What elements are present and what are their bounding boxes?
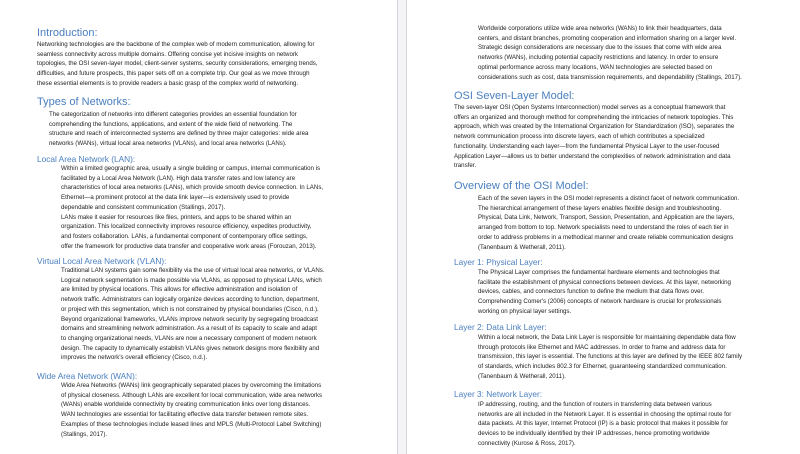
document-page-left [0, 0, 397, 454]
text-line: considerations such as cost, data transmission requirements, and dependability (Stallings, 2017). [478, 73, 742, 81]
text-line: network traffic. Administrators can logically organize devices according to function, department, [61, 296, 319, 304]
text-line: of standards, which includes 802.3 for Ethernet, guaranteeing standardized communication. [478, 363, 727, 371]
heading-wan: Wide Area Network (WAN): [37, 371, 138, 381]
paragraph-layer1 [478, 268, 731, 317]
heading-layer1: Layer 1: Physical Layer: [454, 257, 543, 267]
text-line: The hierarchical arrangement of these layers enables flexible design and troubleshooting. [478, 204, 722, 212]
page-separator [397, 0, 407, 454]
paragraph-types-of-networks [49, 110, 308, 149]
paragraph-wan-continued-container [478, 24, 742, 82]
text-line: The categorization of networks into different categories provides an essential foundation for [49, 111, 297, 118]
text-line: The seven-layer OSI (Open Systems Interconnection) model serves as a conceptual framework that [454, 104, 726, 111]
text-line: Within a local network, the Data Link Layer is responsible for maintaining dependable data flow [478, 334, 736, 341]
text-line: domains and streamlining network administration. As a result of its capacity to scale and adapt [61, 325, 317, 333]
text-line: Ethernet—a prominent protocol at the data link layer—is extensively used to provide [61, 194, 290, 202]
text-line: improves the network's overall efficiency (Cisco, n.d.). [61, 354, 208, 362]
text-line: and fosters collaboration. LANs, a fundamental component of contemporary office settings, [61, 232, 308, 240]
text-line: Beyond organizational frameworks, VLANs improve network security by segregating broadcast [61, 315, 319, 323]
text-line: Wide Area Networks (WANs) link geographically separated places by overcoming the limitations [61, 382, 322, 389]
text-line: (Tanenbaum & Wetherall, 2011). [478, 372, 566, 380]
heading-osi-seven-layer-model: OSI Seven-Layer Model: [454, 90, 575, 102]
text-line: facilitated by a Local Area Network (LAN). High data transfer rates and low latency are [61, 174, 296, 182]
text-line: comprehending the functions, applications, and extent of the wide field of networking. The [49, 120, 293, 128]
text-line: design. The capacity to dynamically establish VLANs gives network designs more flexibility and [61, 344, 320, 352]
text-line: Networking technologies are the backbone of the complex web of modern communication, allowing for [37, 41, 315, 48]
text-line: Traditional LAN systems gain some flexibility via the use of virtual local area networks, or VLANs. [61, 267, 325, 274]
text-line: working on physical layer settings. [478, 307, 572, 315]
text-line: offers an organized and thorough method for comprehending the intricacies of network topologies. This [454, 113, 734, 121]
text-line: networks are all included in the Network Layer. It is essential in choosing the optimal route for [478, 410, 732, 418]
text-line: of physical closeness. Although LANs are excellent for local communication, wide area networks [61, 391, 323, 399]
text-line: transmission, this layer is essential. The functions at this layer are defined by the IEEE 802 family [478, 353, 743, 361]
text-line: Comprehending Comer's (2006) concepts of network hardware is crucial for professionals [478, 298, 722, 306]
text-line: Application Layer—allows us to better understand the complexities of network administration and data [454, 152, 731, 160]
text-line: topologies, the OSI seven-layer model, client-server systems, security considerations, emerging trends, [37, 60, 318, 68]
section-layer1 [454, 257, 543, 267]
text-line: Examples of these technologies include leased lines and MPLS (Multi-Protocol Label Switching) [61, 420, 322, 428]
text-line: structure and reach of interconnected systems are defined by three major categories: wide area [49, 130, 309, 138]
text-line: Each of the seven layers in the OSI model represents a distinct facet of network communication. [478, 195, 740, 202]
text-line: approach, which was created by the International Organization for Standardization (ISO), separates the [454, 123, 735, 131]
heading-vlan: Virtual Local Area Network (VLAN): [37, 256, 167, 266]
text-line: facilitate the establishment of physical connections between devices. At this layer, networking [478, 278, 731, 286]
paragraph-overview-container [478, 194, 739, 252]
text-line: through protocols like Ethernet and MAC addresses. In order to frame and address data for [478, 343, 726, 351]
text-line: optimal performance across many locations, WAN technologies are selected based on [478, 63, 713, 71]
paragraph-introduction [37, 40, 318, 89]
text-line: organization. This localized connectivity improves resource efficiency, expedites productivity, [61, 223, 312, 231]
text-line: Physical, Data Link, Network, Transport, Session, Presentation, and Application are the layers, [478, 214, 735, 222]
text-line: Within a limited geographic area, usually a single building or campus, internal communication is [61, 165, 321, 172]
paragraph-vlan-container [61, 266, 325, 363]
text-line: Logical network segmentation is made possible via VLANs, as opposed to physical LANs, which [61, 276, 322, 284]
text-line: or project with this segmentation, which is not constrained by physical boundaries (Cisco, n.d.). [61, 305, 319, 313]
paragraph-overview [478, 194, 739, 252]
section-lan [37, 154, 135, 164]
heading-layer2: Layer 2: Data Link Layer: [454, 322, 547, 332]
text-line: networks (WANs), including potential capacity restrictions and latency. In order to ensure [478, 54, 719, 62]
paragraph-layer2 [478, 333, 742, 382]
text-line: WAN technologies are essential for facilitating effective data transfer between remote sites. [61, 411, 309, 419]
text-line: (WANs) enable worldwide connectivity by creating communication links over long distances. [61, 401, 311, 409]
text-line: dependable and consistent communication (Stallings, 2017). [61, 203, 226, 211]
text-line: Worldwide corporations utilize wide area networks (WANs) to link their headquarters, data [478, 25, 722, 32]
text-line: The Physical Layer comprises the fundamental hardware elements and technologies that [478, 269, 720, 276]
text-line: are limited by physical locations. This allows for effective administration and isolation of [61, 286, 298, 294]
paragraph-vlan [61, 266, 325, 363]
section-overview [454, 180, 589, 193]
section-wan [37, 371, 137, 381]
heading-introduction: Introduction: [37, 27, 98, 39]
text-line: devices to be individually identified by their IP addresses, hence promoting worldwide [478, 430, 710, 438]
section-layer2 [454, 322, 547, 332]
text-line: IP addressing, routing, and the function of routers in transferring data between various [478, 401, 712, 408]
paragraph-lan-container [61, 164, 323, 251]
section-vlan [37, 256, 166, 266]
heading-lan: Local Area Network (LAN): [37, 154, 136, 164]
paragraph-layer1-container [478, 268, 731, 317]
paragraph-wan [61, 381, 322, 439]
text-line: data packets. At this layer, Internet Protocol (IP) is a basic protocol that makes it possible for [478, 420, 729, 428]
text-line: offer the framework for productive data transfer and cooperative work areas (Forouzan, 2013). [61, 242, 317, 250]
text-line: connectivity (Kurose & Ross, 2017). [478, 439, 576, 447]
paragraph-wan-container [61, 381, 322, 439]
paragraph-lan [61, 164, 323, 251]
text-line: these essential elements is to provide readers a basic grasp of the complex world of networking. [37, 79, 299, 87]
text-line: LANs make it easier for resources like files, printers, and apps to be shared within an [61, 213, 292, 221]
section-osi [454, 90, 734, 171]
text-line: network communication process into discrete layers, each of which contributes a specialized [454, 133, 705, 141]
heading-layer3: Layer 3: Network Layer: [454, 389, 543, 399]
document-page-right [407, 0, 800, 454]
paragraph-osi [454, 103, 734, 171]
text-line: centers, and distant branches, promoting cooperation and information sharing on a larger level. [478, 34, 737, 42]
text-line: order to address problems in a methodical manner and create reliable communication designs [478, 233, 734, 241]
paragraph-wan-continued [478, 24, 742, 82]
paragraph-layer3 [478, 400, 731, 449]
heading-overview-osi: Overview of the OSI Model: [454, 180, 589, 192]
text-line: to changing organizational needs, VLANs are now a necessary component of modern network [61, 334, 317, 342]
text-line: Strategic design considerations are necessary due to the issues that come with wide area [478, 44, 722, 52]
paragraph-layer2-container [478, 333, 742, 382]
section-introduction [37, 27, 318, 89]
text-line: arranged from bottom to top. Network specialists need to understand the roles of each tier in [478, 224, 729, 232]
paragraph-layer3-container [478, 400, 731, 449]
heading-types-of-networks: Types of Networks: [37, 96, 131, 108]
text-line: functionality. Understanding each layer—from the fundamental Physical Layer to the user-focused [454, 142, 720, 150]
text-line: (Stallings, 2017). [61, 430, 108, 438]
section-types-of-networks [37, 96, 131, 109]
text-line: (Tanenbaum & Wetherall, 2011). [478, 243, 566, 251]
paragraph-types-container [49, 110, 308, 149]
text-line: characteristics of local area networks (LANs), which provide smooth device connection. In LANs, [61, 184, 324, 192]
text-line: difficulties, and future prospects, this paper sets off on a complete trip. Our goal as we move through [37, 70, 310, 78]
text-line: devices, cables, and connectors function to define the medium that data flows over. [478, 288, 704, 296]
text-line: transfer. [454, 162, 477, 170]
text-line: networks (WANs), virtual local area networks (VLANs), and local area networks (LANs). [49, 140, 287, 148]
text-line: seamless connectivity across multiple domains. Offering concise yet incisive insights on network [37, 50, 298, 58]
section-layer3 [454, 389, 542, 399]
